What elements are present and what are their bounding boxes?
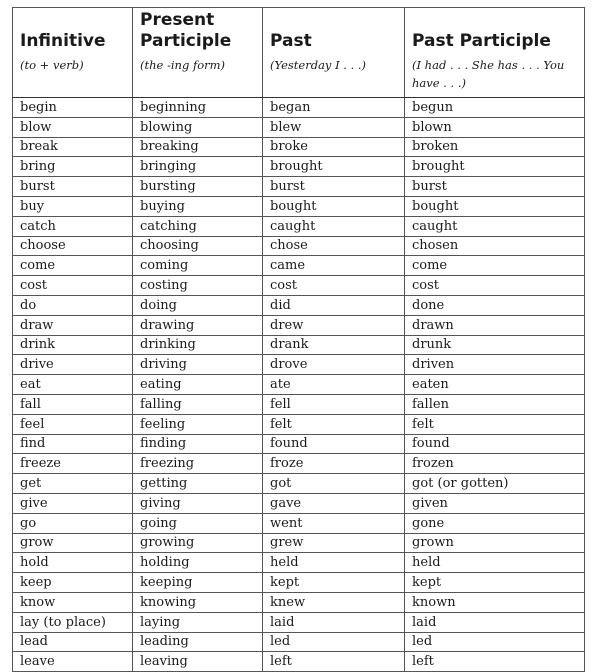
cell-present-participle: leaving	[133, 652, 263, 672]
cell-present-participle: coming	[133, 256, 263, 276]
cell-past-participle: got (or gotten)	[405, 474, 585, 494]
cell-past-participle: gone	[405, 513, 585, 533]
cell-present-participle: keeping	[133, 573, 263, 593]
hint-row	[13, 52, 585, 98]
table-row	[13, 513, 585, 533]
cell-present-participle: falling	[133, 394, 263, 414]
cell-infinitive: lead	[13, 632, 133, 652]
table-row	[13, 157, 585, 177]
cell-infinitive: burst	[13, 177, 133, 197]
table-row	[13, 652, 585, 672]
cell-past: fell	[263, 394, 405, 414]
table-row	[13, 533, 585, 553]
cell-present-participle: driving	[133, 355, 263, 375]
cell-past: gave	[263, 493, 405, 513]
cell-present-participle: drinking	[133, 335, 263, 355]
hint-present-participle: (the -ing form)	[133, 52, 263, 98]
cell-past-participle: drunk	[405, 335, 585, 355]
cell-present-participle: freezing	[133, 454, 263, 474]
cell-infinitive: buy	[13, 196, 133, 216]
table-row	[13, 295, 585, 315]
table-row	[13, 236, 585, 256]
cell-past: caught	[263, 216, 405, 236]
table-row	[13, 632, 585, 652]
cell-past: drew	[263, 315, 405, 335]
cell-past: led	[263, 632, 405, 652]
cell-past: burst	[263, 177, 405, 197]
cell-past: froze	[263, 454, 405, 474]
cell-infinitive: grow	[13, 533, 133, 553]
cell-past-participle: led	[405, 632, 585, 652]
table-row	[13, 177, 585, 197]
table-row	[13, 196, 585, 216]
cell-past: chose	[263, 236, 405, 256]
cell-past: got	[263, 474, 405, 494]
cell-past: kept	[263, 573, 405, 593]
cell-past-participle: grown	[405, 533, 585, 553]
cell-past: grew	[263, 533, 405, 553]
cell-past: blew	[263, 117, 405, 137]
cell-past: ate	[263, 375, 405, 395]
cell-infinitive: do	[13, 295, 133, 315]
cell-past: broke	[263, 137, 405, 157]
cell-infinitive: leave	[13, 652, 133, 672]
cell-past: knew	[263, 592, 405, 612]
table-row	[13, 414, 585, 434]
cell-infinitive: know	[13, 592, 133, 612]
cell-past-participle: driven	[405, 355, 585, 375]
cell-infinitive: go	[13, 513, 133, 533]
cell-past: came	[263, 256, 405, 276]
table-row	[13, 612, 585, 632]
cell-past-participle: drawn	[405, 315, 585, 335]
cell-past-participle: held	[405, 553, 585, 573]
cell-past: cost	[263, 276, 405, 296]
hint-infinitive: (to + verb)	[13, 52, 133, 98]
cell-infinitive: catch	[13, 216, 133, 236]
cell-infinitive: lay (to place)	[13, 612, 133, 632]
cell-present-participle: drawing	[133, 315, 263, 335]
hint-past-participle: (I had . . . She has . . . You have . . .)	[405, 52, 585, 98]
cell-past-participle: left	[405, 652, 585, 672]
cell-infinitive: break	[13, 137, 133, 157]
cell-present-participle: bursting	[133, 177, 263, 197]
cell-present-participle: bringing	[133, 157, 263, 177]
cell-past: held	[263, 553, 405, 573]
cell-past-participle: blown	[405, 117, 585, 137]
cell-present-participle: buying	[133, 196, 263, 216]
cell-infinitive: choose	[13, 236, 133, 256]
cell-past-participle: brought	[405, 157, 585, 177]
cell-present-participle: doing	[133, 295, 263, 315]
cell-past: went	[263, 513, 405, 533]
cell-infinitive: eat	[13, 375, 133, 395]
verb-forms-table	[12, 7, 585, 672]
cell-past-participle: frozen	[405, 454, 585, 474]
cell-present-participle: costing	[133, 276, 263, 296]
cell-past-participle: broken	[405, 137, 585, 157]
table-row	[13, 592, 585, 612]
header-present-participle: Present Participle	[133, 8, 263, 53]
table-row	[13, 137, 585, 157]
verb-table-body	[13, 98, 585, 672]
cell-infinitive: come	[13, 256, 133, 276]
cell-present-participle: breaking	[133, 137, 263, 157]
cell-past: did	[263, 295, 405, 315]
cell-present-participle: knowing	[133, 592, 263, 612]
cell-past-participle: felt	[405, 414, 585, 434]
cell-past: laid	[263, 612, 405, 632]
table-row	[13, 493, 585, 513]
table-row	[13, 276, 585, 296]
cell-past: left	[263, 652, 405, 672]
cell-infinitive: drink	[13, 335, 133, 355]
cell-past-participle: eaten	[405, 375, 585, 395]
cell-past-participle: given	[405, 493, 585, 513]
table-row	[13, 553, 585, 573]
cell-infinitive: begin	[13, 98, 133, 118]
table-row	[13, 355, 585, 375]
cell-present-participle: laying	[133, 612, 263, 632]
cell-past-participle: burst	[405, 177, 585, 197]
cell-past-participle: found	[405, 434, 585, 454]
cell-past-participle: fallen	[405, 394, 585, 414]
cell-infinitive: fall	[13, 394, 133, 414]
cell-infinitive: feel	[13, 414, 133, 434]
table-row	[13, 117, 585, 137]
cell-present-participle: finding	[133, 434, 263, 454]
cell-infinitive: keep	[13, 573, 133, 593]
cell-past: felt	[263, 414, 405, 434]
cell-present-participle: going	[133, 513, 263, 533]
hint-past: (Yesterday I . . .)	[263, 52, 405, 98]
table-row	[13, 98, 585, 118]
cell-past: drank	[263, 335, 405, 355]
table-row	[13, 375, 585, 395]
cell-infinitive: get	[13, 474, 133, 494]
cell-infinitive: find	[13, 434, 133, 454]
cell-infinitive: hold	[13, 553, 133, 573]
table-row	[13, 256, 585, 276]
table-row	[13, 216, 585, 236]
table-row	[13, 454, 585, 474]
cell-past-participle: caught	[405, 216, 585, 236]
cell-infinitive: draw	[13, 315, 133, 335]
cell-past: drove	[263, 355, 405, 375]
cell-present-participle: giving	[133, 493, 263, 513]
cell-present-participle: eating	[133, 375, 263, 395]
cell-present-participle: blowing	[133, 117, 263, 137]
header-past: Past	[263, 8, 405, 53]
cell-present-participle: getting	[133, 474, 263, 494]
cell-past-participle: come	[405, 256, 585, 276]
cell-present-participle: holding	[133, 553, 263, 573]
cell-infinitive: freeze	[13, 454, 133, 474]
table-row	[13, 434, 585, 454]
cell-infinitive: give	[13, 493, 133, 513]
cell-past-participle: cost	[405, 276, 585, 296]
cell-present-participle: growing	[133, 533, 263, 553]
table-row	[13, 315, 585, 335]
cell-past: bought	[263, 196, 405, 216]
cell-past-participle: bought	[405, 196, 585, 216]
cell-present-participle: catching	[133, 216, 263, 236]
cell-present-participle: leading	[133, 632, 263, 652]
cell-infinitive: cost	[13, 276, 133, 296]
cell-present-participle: choosing	[133, 236, 263, 256]
cell-past: brought	[263, 157, 405, 177]
cell-past: began	[263, 98, 405, 118]
cell-past-participle: known	[405, 592, 585, 612]
header-infinitive: Infinitive	[13, 8, 133, 53]
cell-infinitive: blow	[13, 117, 133, 137]
table-row	[13, 573, 585, 593]
cell-past-participle: begun	[405, 98, 585, 118]
table-row	[13, 474, 585, 494]
table-row	[13, 394, 585, 414]
table-row	[13, 335, 585, 355]
cell-infinitive: drive	[13, 355, 133, 375]
cell-present-participle: feeling	[133, 414, 263, 434]
header-row	[13, 8, 585, 53]
cell-past-participle: done	[405, 295, 585, 315]
cell-infinitive: bring	[13, 157, 133, 177]
cell-present-participle: beginning	[133, 98, 263, 118]
cell-past-participle: chosen	[405, 236, 585, 256]
header-past-participle: Past Participle	[405, 8, 585, 53]
cell-past-participle: laid	[405, 612, 585, 632]
cell-past: found	[263, 434, 405, 454]
cell-past-participle: kept	[405, 573, 585, 593]
